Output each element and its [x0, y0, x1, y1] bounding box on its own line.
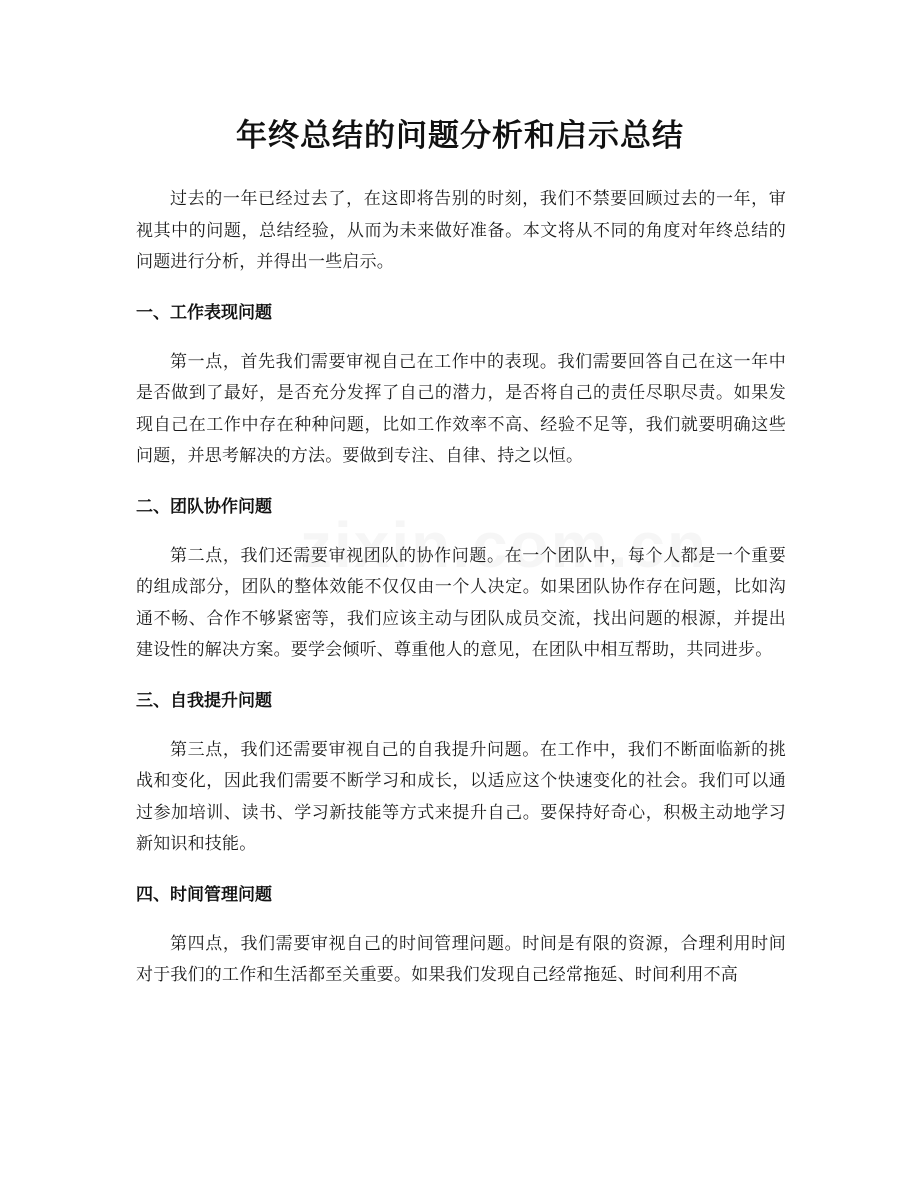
section-heading-team-collaboration: 二、团队协作问题: [136, 496, 272, 517]
document-title: 年终总结的问题分析和启示总结: [236, 118, 684, 154]
section-heading-time-management: 四、时间管理问题: [136, 884, 272, 905]
intro-paragraph: 过去的一年已经过去了，在这即将告别的时刻，我们不禁要回顾过去的一年，审视其中的问题，总结经验，从而为未来做好准备。本文将从不同的角度对年终总结的问题进行分析，并得出一些启示。: [136, 189, 786, 272]
section-paragraph-self-improvement: 第三点，我们还需要审视自己的自我提升问题。在工作中，我们不断面临新的挑战和变化，因此我们需要不断学习和成长，以适应这个快速变化的社会。我们可以通过参加培训、读书、学习新技能等方式来提升自己。要保持好奇心，积极主动地学习新知识和技能。: [136, 739, 786, 854]
section-heading-work-performance: 一、工作表现问题: [136, 302, 272, 323]
section-heading-self-improvement: 三、自我提升问题: [136, 690, 272, 711]
section-paragraph-work-performance: 第一点，首先我们需要审视自己在工作中的表现。我们需要回答自己在这一年中是否做到了最好，是否充分发挥了自己的潜力，是否将自己的责任尽职尽责。如果发现自己在工作中存在种种问题，比如工作效率不高、经验不足等，我们就要明确这些问题，并思考解决的方法。要做到专注、自律、持之以恒。: [136, 351, 786, 466]
section-paragraph-time-management: 第四点，我们需要审视自己的时间管理问题。时间是有限的资源，合理利用时间对于我们的工作和生活都至关重要。如果我们发现自己经常拖延、时间利用不高: [136, 933, 786, 985]
document-body: [136, 184, 786, 1011]
section-paragraph-team-collaboration: 第二点，我们还需要审视团队的协作问题。在一个团队中，每个人都是一个重要的组成部分，团队的整体效能不仅仅由一个人决定。如果团队协作存在问题，比如沟通不畅、合作不够紧密等，我们应该主动与团队成员交流，找出问题的根源，并提出建设性的解决方案。要学会倾听、尊重他人的意见，在团队中相互帮助，共同进步。: [136, 545, 786, 660]
